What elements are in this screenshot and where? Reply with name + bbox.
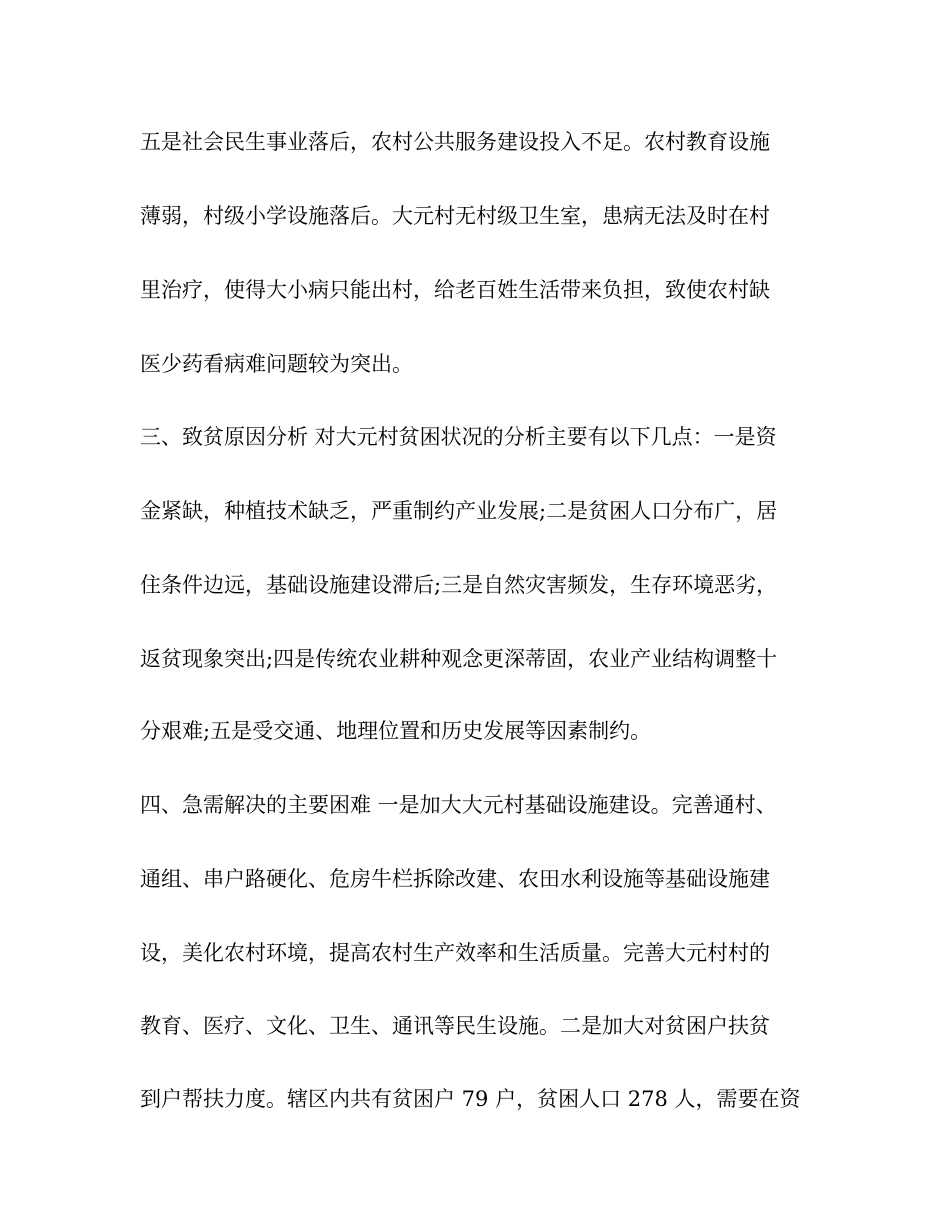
text-line: 返贫现象突出;四是传统农业耕种观念更深蒂固，农业产业结构调整十 xyxy=(140,647,778,671)
text-line: 住条件边远，基础设施建设滞后;三是自然灾害频发，生存环境恶劣， xyxy=(140,573,778,597)
text-line: 分艰难;五是受交通、地理位置和历史发展等因素制约。 xyxy=(140,719,652,743)
text-line: 设，美化农村环境，提高农村生产效率和生活质量。完善大元村村的 xyxy=(140,941,770,965)
section-heading-line: 三、致贫原因分析 对大元村贫困状况的分析主要有以下几点：一是资 xyxy=(140,425,777,449)
text-line: 医少药看病难问题较为突出。 xyxy=(140,352,413,376)
text-line: 五是社会民生事业落后，农村公共服务建设投入不足。农村教育设施 xyxy=(140,130,770,154)
text-line: 薄弱，村级小学设施落后。大元村无村级卫生室，患病无法及时在村 xyxy=(140,204,770,228)
section-heading-line: 四、急需解决的主要困难 一是加大大元村基础设施建设。完善通村、 xyxy=(140,793,777,817)
text-line: 通组、串户路硬化、危房牛栏拆除改建、农田水利设施等基础设施建 xyxy=(140,867,770,891)
text-line: 金紧缺，种植技术缺乏，严重制约产业发展;二是贫困人口分布广，居 xyxy=(140,499,778,523)
text-line: 里治疗，使得大小病只能出村，给老百姓生活带来负担，致使农村缺 xyxy=(140,278,770,302)
text-line: 教育、医疗、文化、卫生、通讯等民生设施。二是加大对贫困户扶贫 xyxy=(140,1014,770,1038)
text-line: 到户帮扶力度。辖区内共有贫困户 79 户，贫困人口 278 人，需要在资 xyxy=(140,1087,801,1111)
